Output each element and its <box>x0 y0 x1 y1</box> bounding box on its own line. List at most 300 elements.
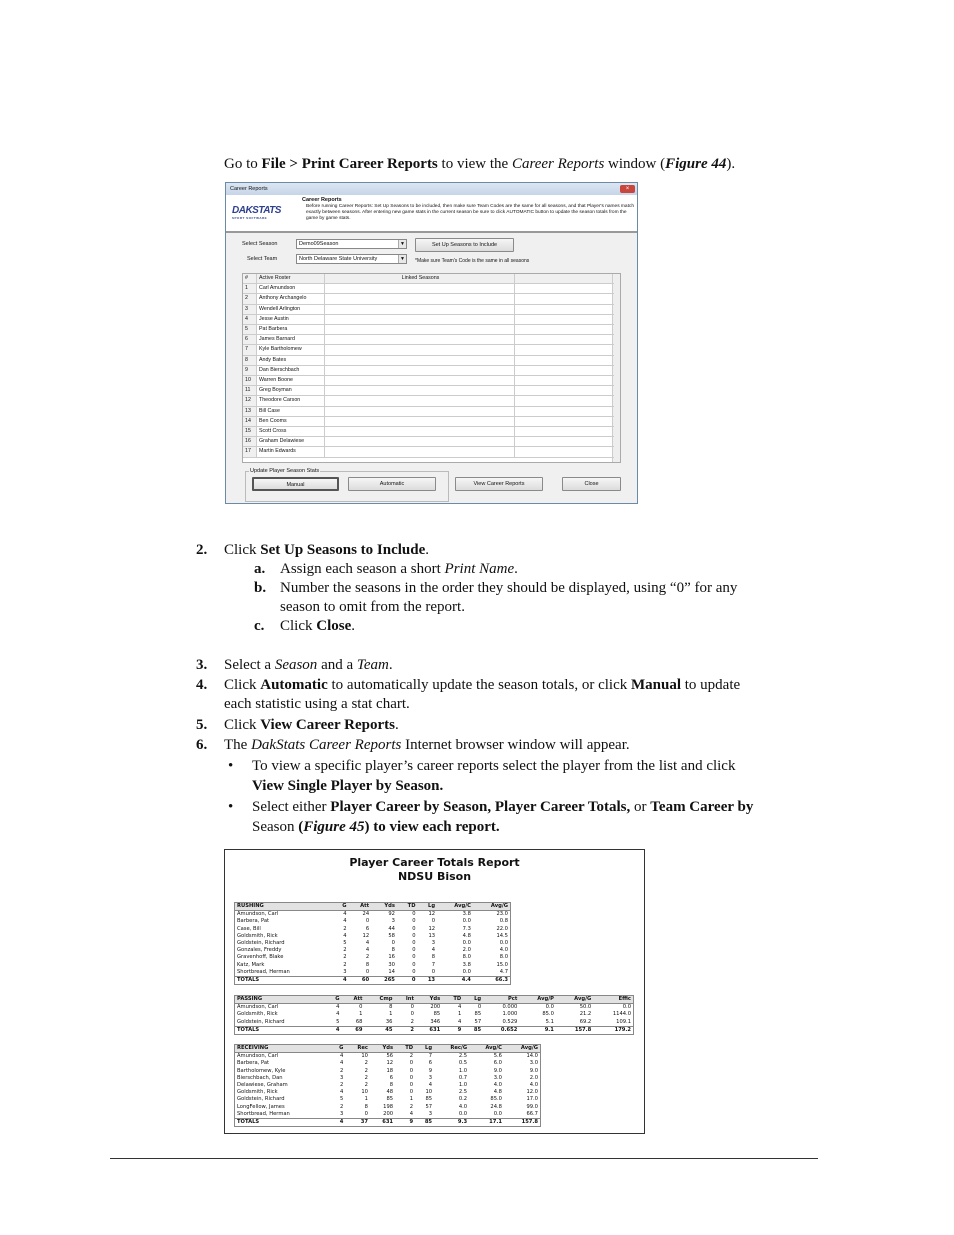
cell: 13 <box>428 932 436 939</box>
cell: 9.0 <box>493 1067 502 1074</box>
column-header: Yds <box>371 903 397 911</box>
cell: 85 <box>433 1011 441 1018</box>
cell: 22.0 <box>496 925 508 932</box>
linked-seasons <box>325 356 515 365</box>
step-line <box>224 676 740 695</box>
cell: 9.0 <box>529 1067 538 1074</box>
player-name: Carl Amundson <box>257 284 325 293</box>
cell: 2 <box>340 1082 344 1089</box>
step-text: Click <box>224 542 261 558</box>
table-row <box>235 926 511 933</box>
cell: 85 <box>463 1026 483 1034</box>
table-row <box>235 1082 541 1089</box>
cell: 4 <box>365 940 370 947</box>
column-header: Avg/G <box>556 996 593 1004</box>
cell: 8 <box>389 1004 393 1011</box>
cell: 4 <box>365 947 370 954</box>
step-number: 6. <box>196 737 208 753</box>
cell: 200 <box>383 1110 394 1117</box>
t: Career Reports <box>511 156 605 172</box>
cell: Katz, Mark <box>237 961 265 968</box>
column-header: Avg/P <box>519 996 556 1004</box>
player-name: Anthony Archangelo <box>257 294 325 303</box>
cell: 631 <box>370 1119 395 1127</box>
cell: TOTALS <box>235 1119 332 1127</box>
close-icon[interactable]: × <box>620 185 635 193</box>
cell: 3 <box>343 968 347 975</box>
table-row <box>235 1089 541 1096</box>
cell: Goldsmith, Rick <box>237 932 278 939</box>
cell: 85 <box>386 1096 394 1103</box>
table-row <box>235 1060 541 1067</box>
table-row <box>235 933 511 940</box>
row-number: 10 <box>243 376 257 385</box>
step-text: Set Up Seasons to Include <box>260 542 426 558</box>
step-line <box>252 777 443 796</box>
group-label: Update Player Season Stats <box>250 468 320 474</box>
linked-seasons <box>325 345 515 354</box>
stats-table-receiving <box>234 1044 541 1127</box>
linked-seasons <box>325 315 515 324</box>
cell: 0 <box>397 977 418 985</box>
cell: 157.8 <box>556 1026 593 1034</box>
cell: 631 <box>416 1026 442 1034</box>
cell: 1144.0 <box>612 1011 631 1018</box>
cell: 9 <box>428 1067 433 1074</box>
table-row <box>235 911 511 919</box>
t: Go to <box>224 156 262 172</box>
player-name: James Barnard <box>257 335 325 344</box>
step-number: 5. <box>196 717 208 733</box>
header-description: Before running Career Reports: Set Up Seasons to be included, then make sure Team Codes are the same for all seasons, and that Player's names match exactly between seasons. After entering new game stats in the current season be sure to click AUTOMATIC button to update the season totals from the game by game stats. <box>306 204 634 221</box>
cell: 1.0 <box>458 1082 468 1089</box>
cell: 24.8 <box>490 1103 502 1110</box>
linked-seasons <box>515 376 613 385</box>
step-number: a. <box>254 561 266 577</box>
cell: 21.2 <box>579 1011 592 1018</box>
cell: 2.5 <box>458 1053 468 1060</box>
cell: 9.3 <box>434 1119 469 1127</box>
table-row <box>235 969 511 977</box>
table-row <box>235 1011 634 1018</box>
grid-header <box>243 274 614 284</box>
roster-row[interactable] <box>243 417 614 427</box>
cell: Goldstein, Richard <box>237 1096 285 1103</box>
cell: 4 <box>457 1004 462 1011</box>
automatic-button[interactable]: Automatic <box>348 477 436 491</box>
cell: 12.0 <box>526 1089 538 1096</box>
table-row <box>235 962 511 969</box>
cell: 3 <box>340 1110 344 1117</box>
cell: Goldstein, Richard <box>237 940 285 947</box>
linked-seasons <box>325 305 515 314</box>
step-text: Select either <box>252 799 331 815</box>
cell: 4 <box>336 1011 340 1018</box>
column-header: Lg <box>418 903 438 911</box>
cell: Goldstein, Richard <box>237 1018 285 1025</box>
column-header: Avg/G <box>473 903 511 911</box>
team-select[interactable] <box>296 254 407 264</box>
cell: 10 <box>361 1089 368 1096</box>
step-text: . <box>388 657 393 673</box>
row-number: 13 <box>243 407 257 416</box>
cell: 2 <box>365 954 370 961</box>
player-name: Greg Boyman <box>257 386 325 395</box>
cell: 4 <box>431 947 436 954</box>
row-number: 15 <box>243 427 257 436</box>
cell: 2 <box>343 961 347 968</box>
step-line <box>280 579 737 598</box>
roster-row[interactable] <box>243 407 614 417</box>
row-number: 5 <box>243 325 257 334</box>
cell: 66.3 <box>473 977 511 985</box>
column-header: G <box>331 1045 345 1053</box>
cell: 198 <box>383 1103 394 1110</box>
table-row <box>235 1096 541 1103</box>
cell: 69.2 <box>579 1018 592 1025</box>
step-line <box>224 716 399 735</box>
cell: Barbera, Pat <box>237 918 270 925</box>
cell: 8.0 <box>462 954 471 961</box>
cell: 1 <box>457 1011 462 1018</box>
roster-row[interactable] <box>243 376 614 386</box>
step-text: Player Career by Season, Player Career Totals, <box>330 799 631 815</box>
roster-row[interactable] <box>243 437 614 447</box>
cell: 5.6 <box>493 1053 502 1060</box>
cell: 0 <box>477 1004 482 1011</box>
cell: Shortbread, Herman <box>237 968 290 975</box>
cell: 2 <box>409 1053 414 1060</box>
table-row <box>235 1104 541 1111</box>
step-text: To view a specific player’s career reports select the player from the list and click <box>252 758 736 774</box>
cell: 265 <box>371 977 397 985</box>
cell: 14 <box>388 968 395 975</box>
cell: 0 <box>410 1004 414 1011</box>
cell: 3 <box>428 1074 433 1081</box>
roster-grid[interactable] <box>242 273 621 463</box>
cell: Amundson, Carl <box>237 1004 279 1011</box>
cell: 1 <box>409 1096 414 1103</box>
cell: 4 <box>340 1089 344 1096</box>
table-header <box>235 903 511 911</box>
career-totals-report <box>224 849 645 1134</box>
cell: 2 <box>364 1067 368 1074</box>
title-bar <box>226 183 637 195</box>
step-text: or <box>630 799 651 815</box>
cell: 0.8 <box>499 918 508 925</box>
cell: 0 <box>412 954 416 961</box>
cell: 4 <box>428 1082 433 1089</box>
cell: 44 <box>388 925 395 932</box>
cell: 0 <box>412 918 416 925</box>
stats-table-passing <box>234 995 634 1035</box>
linked-seasons <box>325 376 515 385</box>
linked-seasons <box>325 366 515 375</box>
column-header: Int <box>394 996 415 1004</box>
intro-text <box>224 155 735 174</box>
cell: 1 <box>359 1011 363 1018</box>
cell: 0.0 <box>545 1004 554 1011</box>
cell: 12 <box>428 911 436 918</box>
roster-row[interactable] <box>243 427 614 437</box>
column-header: G <box>327 996 342 1004</box>
cell: 179.2 <box>593 1026 633 1034</box>
step-line <box>224 656 393 675</box>
player-name: Scott Cross <box>257 427 325 436</box>
linked-seasons <box>515 284 613 293</box>
column-header: Pct <box>483 996 519 1004</box>
step-line: season to omit from the report. <box>280 599 465 615</box>
cell: 200 <box>430 1004 441 1011</box>
cell: 0 <box>412 961 416 968</box>
row-number: 3 <box>243 305 257 314</box>
step-text: Team <box>356 657 389 673</box>
step-text: Automatic <box>260 677 328 693</box>
cell: 85.0 <box>542 1011 554 1018</box>
cell: 0 <box>412 925 416 932</box>
view-career-reports-button[interactable]: View Career Reports <box>455 477 543 491</box>
column-header: Rec <box>345 1045 370 1053</box>
season-select[interactable] <box>296 239 407 249</box>
roster-row[interactable] <box>243 325 614 335</box>
cell: 30 <box>388 961 395 968</box>
cell: 0.0 <box>462 918 471 925</box>
table-row <box>235 1004 634 1012</box>
row-number: 14 <box>243 417 257 426</box>
step-text: Season <box>274 657 318 673</box>
step-line <box>252 818 500 837</box>
linked-seasons <box>325 396 515 405</box>
step-number: • <box>228 799 234 815</box>
cell: 16 <box>388 954 395 961</box>
roster-row[interactable] <box>243 396 614 406</box>
column-header: Yds <box>370 1045 395 1053</box>
roster-row[interactable] <box>243 335 614 345</box>
column-header: TD <box>442 996 463 1004</box>
cell: 8 <box>364 1103 368 1110</box>
step-text: Team Career by <box>650 799 754 815</box>
cell: 4.0 <box>529 1082 538 1089</box>
cell: 18 <box>386 1067 394 1074</box>
cell: 4 <box>409 1110 414 1117</box>
cell: 1.0 <box>458 1067 468 1074</box>
step-text: ) to view each report. <box>364 819 500 835</box>
linked-seasons <box>325 325 515 334</box>
cell: LongFellow, James <box>237 1103 285 1110</box>
cell: 4.8 <box>462 932 471 939</box>
step-number: 2. <box>196 542 208 558</box>
table-row <box>235 918 511 925</box>
roster-row[interactable] <box>243 305 614 315</box>
cell: 9 <box>442 1026 463 1034</box>
roster-row[interactable] <box>243 356 614 366</box>
cell: 36 <box>385 1018 393 1025</box>
table-row <box>235 1111 541 1119</box>
cell: 0.0 <box>458 1110 468 1117</box>
cell: 8.0 <box>499 954 508 961</box>
cell: 0.529 <box>502 1018 518 1025</box>
step-line <box>224 736 630 755</box>
cell: 0 <box>409 1067 414 1074</box>
chevron-down-icon[interactable]: ▼ <box>398 255 406 263</box>
player-name: Ben Cooms <box>257 417 325 426</box>
cell: 2 <box>343 947 347 954</box>
cell: 58 <box>388 932 395 939</box>
step-number: 3. <box>196 657 208 673</box>
cell: 0.0 <box>462 968 471 975</box>
player-name: Martin Edwards <box>257 447 325 456</box>
linked-seasons <box>515 396 613 405</box>
set-up-seasons-button[interactable]: Set Up Seasons to Include <box>415 238 514 252</box>
roster-row[interactable] <box>243 284 614 294</box>
cell: 5 <box>343 940 347 947</box>
cell: 0 <box>409 1074 414 1081</box>
linked-seasons <box>515 345 613 354</box>
roster-row[interactable] <box>243 386 614 396</box>
row-number: 2 <box>243 294 257 303</box>
cell: 60 <box>349 977 372 985</box>
cell: 57 <box>425 1103 433 1110</box>
cell: 2 <box>340 1103 344 1110</box>
cell: 4.8 <box>493 1089 502 1096</box>
cell: 2 <box>364 1082 368 1089</box>
manual-button[interactable]: Manual <box>252 477 339 491</box>
t: ). <box>726 156 736 172</box>
cell: 4 <box>457 1018 462 1025</box>
step-line: each statistic using a stat chart. <box>224 696 410 712</box>
cell: 0 <box>412 947 416 954</box>
cell: 4 <box>336 1004 340 1011</box>
stats-table-rushing <box>234 902 511 985</box>
step-text: to update <box>681 677 741 693</box>
cell: 6 <box>389 1074 394 1081</box>
column-header: Avg/C <box>469 1045 504 1053</box>
totals-row <box>235 1119 541 1127</box>
cell: 3.0 <box>529 1060 538 1067</box>
cell: 85.0 <box>490 1096 502 1103</box>
linked-seasons <box>515 447 613 456</box>
linked-seasons <box>515 325 613 334</box>
cell: 2 <box>410 1018 414 1025</box>
cell: 8 <box>365 961 370 968</box>
team-label: Select Team <box>247 256 278 262</box>
cell: 3 <box>431 940 436 947</box>
step-text: Click <box>280 618 317 634</box>
linked-seasons <box>515 427 613 436</box>
cell: 0.2 <box>458 1096 468 1103</box>
step-text: . <box>351 618 355 634</box>
roster-row[interactable] <box>243 294 614 304</box>
cell: 3.0 <box>493 1074 502 1081</box>
cell: 2 <box>340 1067 344 1074</box>
linked-seasons <box>515 335 613 344</box>
cell: Bierschbach, Dan <box>237 1074 283 1081</box>
figure-ref: Figure 45 <box>303 819 365 835</box>
step-line <box>224 541 429 560</box>
linked-seasons <box>515 437 613 446</box>
linked-seasons <box>325 284 515 293</box>
linked-seasons <box>515 407 613 416</box>
cell: 2 <box>394 1026 415 1034</box>
roster-row[interactable] <box>243 345 614 355</box>
cell: Gravenhoff, Blake <box>237 954 284 961</box>
roster-row[interactable] <box>243 315 614 325</box>
linked-seasons <box>325 335 515 344</box>
linked-seasons <box>325 386 515 395</box>
cell: 66.7 <box>526 1110 538 1117</box>
cell: 0 <box>409 1060 414 1067</box>
row-number: 17 <box>243 447 257 456</box>
step-text: . <box>514 561 518 577</box>
cell: 8 <box>391 947 395 954</box>
cell: 4 <box>343 911 347 918</box>
cell: 3 <box>391 918 395 925</box>
cell: 8 <box>389 1082 394 1089</box>
cell: 85 <box>415 1119 434 1127</box>
player-name: Jesse Austin <box>257 315 325 324</box>
window-title: Career Reports <box>230 186 268 192</box>
step-line <box>280 617 355 636</box>
step-text: to automatically update the season totals, or click <box>327 677 631 693</box>
cell: 12 <box>386 1060 394 1067</box>
cell: 346 <box>430 1018 441 1025</box>
player-name: Active Roster <box>257 274 325 283</box>
cell: 4 <box>343 918 347 925</box>
figure-ref: Figure 44 <box>665 156 727 172</box>
cell: 48 <box>386 1089 394 1096</box>
roster-row[interactable] <box>243 366 614 376</box>
column-header: G <box>334 903 348 911</box>
cell: 4 <box>343 932 347 939</box>
step-text: Internet browser window will appear. <box>401 737 630 753</box>
table-row <box>235 1019 634 1027</box>
cell: Bartholomew, Kyle <box>237 1067 286 1074</box>
cell: 7 <box>428 1053 433 1060</box>
cell: 37 <box>345 1119 370 1127</box>
cell: 0 <box>364 1110 368 1117</box>
table-header <box>235 1045 541 1053</box>
cell: 14.5 <box>496 932 508 939</box>
table-row <box>235 1068 541 1075</box>
cell: Barbera, Pat <box>237 1060 270 1067</box>
linked-seasons <box>515 305 613 314</box>
row-number: # <box>243 274 257 283</box>
row-number: 16 <box>243 437 257 446</box>
step-text: Print Name <box>444 561 515 577</box>
roster-row[interactable] <box>243 447 614 457</box>
cell: 0.0 <box>622 1004 631 1011</box>
report-title: Player Career Totals Report <box>349 856 520 869</box>
cell: 0.0 <box>493 1110 502 1117</box>
cell: 85 <box>474 1011 482 1018</box>
menu-path: File > Print Career Reports <box>261 156 438 172</box>
linked-seasons <box>515 274 613 283</box>
table-row <box>235 947 511 954</box>
close-button[interactable]: Close <box>562 477 621 491</box>
cell: Delawiese, Graham <box>237 1082 288 1089</box>
cell: 0 <box>409 1082 414 1089</box>
cell: 0 <box>391 940 395 947</box>
report-subtitle: NDSU Bison <box>397 870 472 883</box>
cell: 15.0 <box>496 961 508 968</box>
cell: 4.4 <box>437 977 473 985</box>
header-panel <box>226 195 637 233</box>
cell: 4 <box>334 977 348 985</box>
cell: 2 <box>364 1074 368 1081</box>
chevron-down-icon[interactable]: ▼ <box>398 240 406 248</box>
column-header: Att <box>349 903 372 911</box>
column-header: RUSHING <box>235 903 335 911</box>
